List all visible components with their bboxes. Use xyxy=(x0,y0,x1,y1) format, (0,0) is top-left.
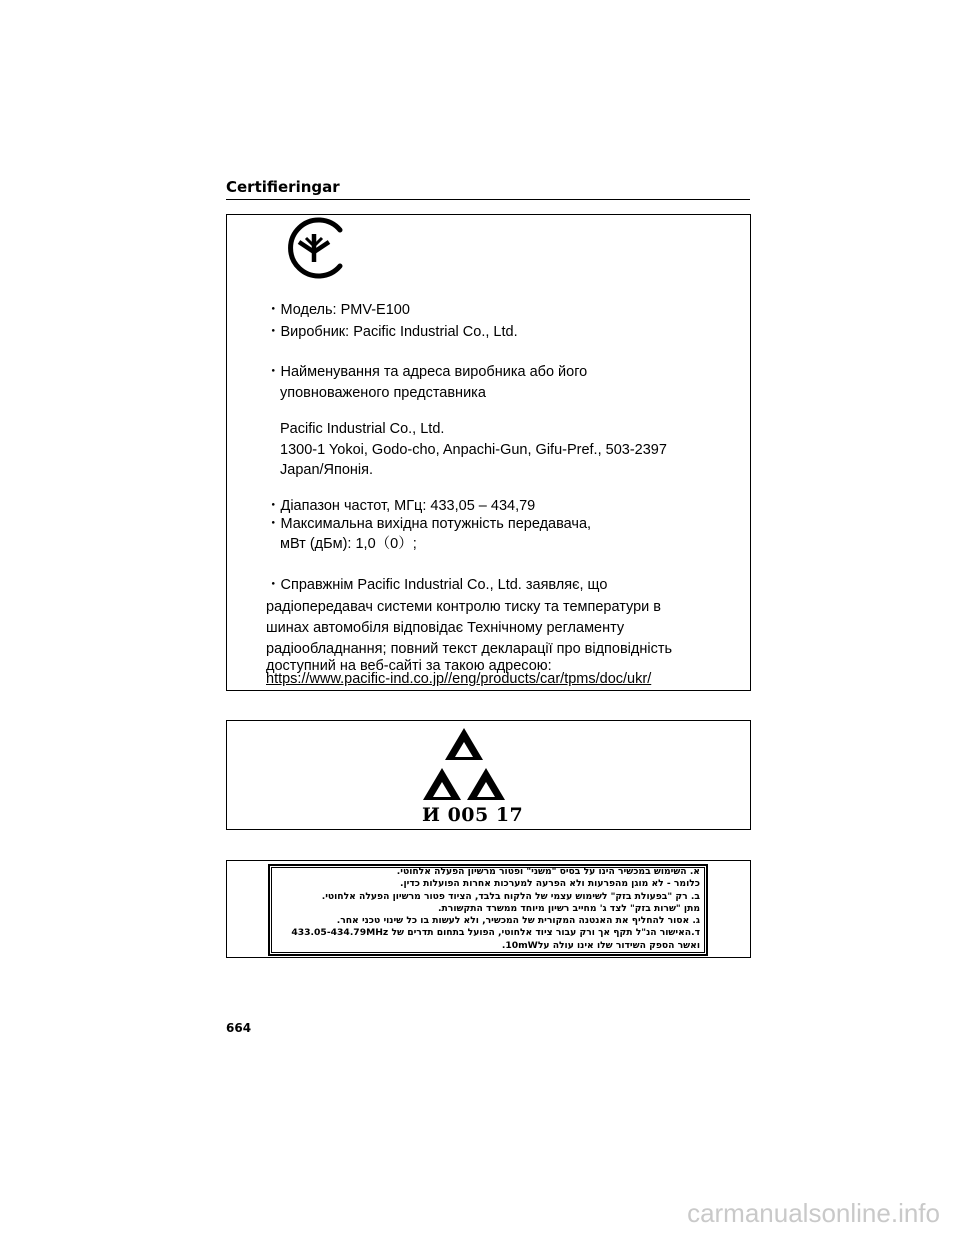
notice-line: א. השימוש במכשיר הינו על בסיס "משני" ופטור מרשיון הפעלה אלחוטי. xyxy=(396,866,700,877)
ukrcepro-mark-icon xyxy=(282,216,346,280)
israel-notice-text xyxy=(272,866,700,952)
notice-line: ג. אסור להחליף את האנטנה המקורית של המכשיר, ולא לעשות בו כל שינוי טכני אחר. xyxy=(336,915,700,927)
notice-line: ואשר הספק השידור שלו אינו עולה על10mW. xyxy=(501,939,700,951)
representative-heading-line-1: ・Найменування та адреса виробника або його xyxy=(266,364,588,380)
company-country: Japan/Японія. xyxy=(280,462,374,478)
max-power-line-1: ・Максимальна вихідна потужність передавача, xyxy=(266,516,592,532)
declaration-line-1: ・Справжнім Pacific Industrial Co., Ltd. заявляє, що xyxy=(266,577,608,593)
frequency-range-line: ・Діапазон частот, МГц: 433,05 – 434,79 xyxy=(266,498,536,514)
company-name: Pacific Industrial Co., Ltd. xyxy=(280,421,445,437)
mark-code: И 005 17 xyxy=(422,804,524,826)
notice-line: ד.האישור הנ"ל תקף אך ורק עבור ציוד אלחוטי, הפועל בתחום תדרים של 433.05-434.79MHz xyxy=(291,927,700,939)
declaration-url-link[interactable]: https://www.pacific-ind.co.jp//eng/products/car/tpms/doc/ukr/ xyxy=(266,671,652,687)
notice-line: כלומר - לא מוגן מהפרעות ולא הפרעה למערכות אחרות הפועלות כדין. xyxy=(399,878,700,890)
declaration-line-3: шинах автомобіля відповідає Технічному регламенту xyxy=(266,620,625,636)
triple-triangle-mark-icon xyxy=(410,722,518,804)
watermark: carmanualsonline.info xyxy=(687,1198,940,1228)
notice-line: מתן "שרות בזק" לצד ג' מחייב רשיון מיוחד ממשרד התקשורת. xyxy=(438,902,700,914)
representative-heading-line-2: уповноваженого представника xyxy=(280,385,486,401)
declaration-line-5: доступний на веб-сайті за такою адресою: xyxy=(266,658,552,674)
model-line: ・Модель: PMV-E100 xyxy=(266,302,410,318)
section-divider xyxy=(226,199,750,200)
page-number: 664 xyxy=(226,1021,252,1035)
manufacturer-line: ・Виробник: Pacific Industrial Co., Ltd. xyxy=(266,324,518,340)
notice-line: ב. רק "בפעולת בזק" לשימוש עצמי של הלקוח בלבד, הציוד פטור מרשיון הפעלה אלחוטי. xyxy=(321,890,700,902)
max-power-line-2: мВт (дБм): 1,0（0）; xyxy=(280,536,417,552)
company-address: 1300-1 Yokoi, Godo-cho, Anpachi-Gun, Gifu-Pref., 503-2397 xyxy=(280,442,667,458)
declaration-line-2: радіопередавач системи контролю тиску та температури в xyxy=(266,599,661,615)
declaration-line-4: радіообладнання; повний текст декларації про відповідність xyxy=(266,641,673,657)
section-title: Certifieringar xyxy=(226,178,340,196)
